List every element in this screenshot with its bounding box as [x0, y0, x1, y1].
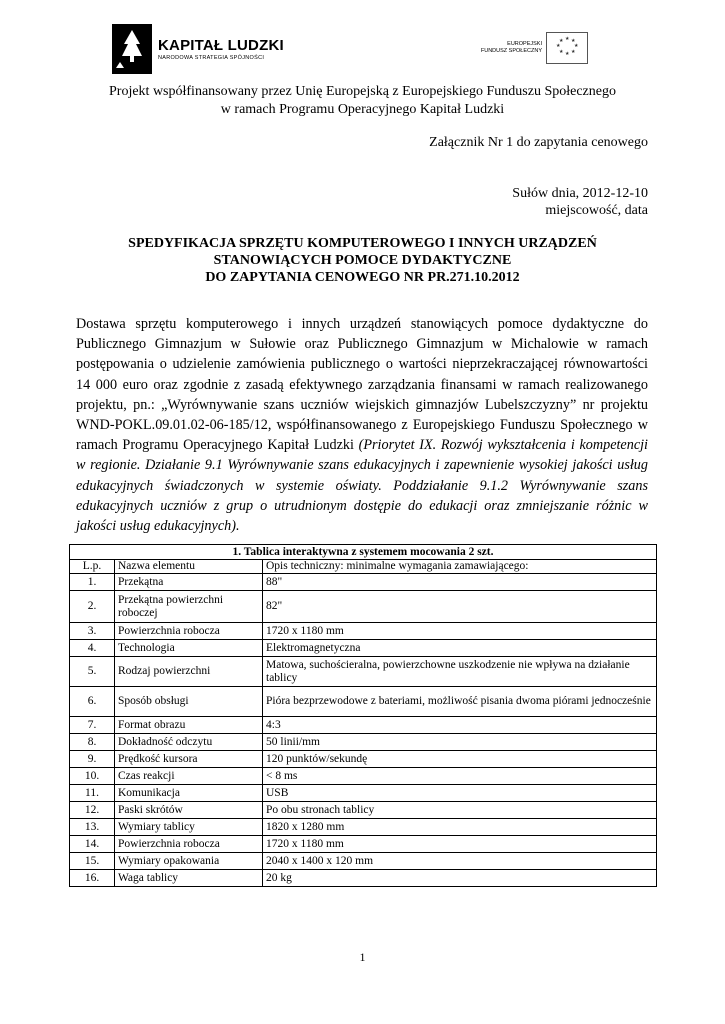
- table-caption: 1. Tablica interaktywna z systemem mocowania 2 szt.: [70, 545, 657, 560]
- svg-text:★: ★: [571, 38, 576, 44]
- body-paragraph: [76, 314, 648, 536]
- svg-text:★: ★: [571, 49, 576, 55]
- document-title-line-3: DO ZAPYTANIA CENOWEGO NR PR.271.10.2012: [205, 270, 520, 285]
- row-desc: 82": [263, 591, 657, 623]
- svg-text:★: ★: [559, 38, 564, 44]
- table-row: [70, 870, 657, 887]
- body-text: Dostawa sprzętu komputerowego i innych urządzeń stanowiących pomoce dydaktyczne do Publicznego Gimnazjum w Sułowie oraz Publicznego Gimnazjum w Michalowie w ramach postępowania o udzielenie zamówienia publicznego o wartości nieprzekraczającej równowartości 14 000 euro oraz zgodnie z zasadą efektywnego zarządzania finansami w ramach realizowanego projektu, pn.: „Wyrównywanie szans uczniów wiejskich gimnazjów Lubelszczyzny” nr projektu WND-POKL.09.01.02-06-185/12, współfinansowanego z Europejskiego Funduszu Społecznego w ramach Programu Operacyjnego Kapitał Ludzki: [76, 316, 648, 454]
- row-desc: 2040 x 1400 x 120 mm: [263, 853, 657, 870]
- svg-text:★: ★: [559, 49, 564, 55]
- table-row: [70, 751, 657, 768]
- row-desc: USB: [263, 785, 657, 802]
- row-desc: 4:3: [263, 717, 657, 734]
- table-row: [70, 640, 657, 657]
- intro-line-1: Projekt współfinansowany przez Unię Europejską z Europejskiego Funduszu Społecznego: [109, 84, 616, 99]
- row-desc: 88": [263, 574, 657, 591]
- row-lp: 2.: [70, 591, 115, 623]
- svg-text:★: ★: [574, 43, 579, 49]
- row-lp: 3.: [70, 623, 115, 640]
- row-desc: Elektromagnetyczna: [263, 640, 657, 657]
- table-row: [70, 687, 657, 717]
- row-name: Format obrazu: [115, 717, 263, 734]
- table-row: [70, 574, 657, 591]
- table-row: [70, 717, 657, 734]
- row-desc: 1820 x 1280 mm: [263, 819, 657, 836]
- row-lp: 12.: [70, 802, 115, 819]
- row-name: Wymiary opakowania: [115, 853, 263, 870]
- row-desc: 50 linii/mm: [263, 734, 657, 751]
- row-lp: 6.: [70, 687, 115, 717]
- logo-right-text-2: FUNDUSZ SPOŁECZNY: [480, 48, 542, 54]
- row-lp: 10.: [70, 768, 115, 785]
- table-row: [70, 623, 657, 640]
- annex-label: Załącznik Nr 1 do zapytania cenowego: [429, 135, 648, 150]
- table-row: [70, 785, 657, 802]
- page-number: 1: [359, 950, 366, 964]
- row-name: Prędkość kursora: [115, 751, 263, 768]
- row-desc: 120 punktów/sekundę: [263, 751, 657, 768]
- column-header-desc: Opis techniczny: minimalne wymagania zamawiającego:: [263, 560, 657, 574]
- document-title-line-2: STANOWIĄCYCH POMOCE DYDAKTYCZNE: [213, 253, 512, 268]
- kapital-ludzki-logo: [112, 22, 292, 76]
- kapital-ludzki-emblem-icon: [112, 24, 152, 74]
- row-lp: 7.: [70, 717, 115, 734]
- intro-line-2: w ramach Programu Operacyjnego Kapitał Ludzki: [220, 102, 505, 117]
- body-italic-text: (Priorytet IX. Rozwój wykształcenia i kompetencji w regionie. Działanie 9.1 Wyrównywanie szans edukacyjnych i zapewnienie wysokiej jakości usług edukacyjnych świadczonych w systemie oświaty. Poddziałanie 9.1.2 Wyrównywanie szans edukacyjnych uczniów z grup o utrudnionym dostępie do edukacji oraz zmniejszanie różnic w jakości usług edukacyjnych).: [76, 437, 649, 535]
- row-name: Przekątna: [115, 574, 263, 591]
- svg-text:★: ★: [565, 36, 570, 42]
- place-date: Sułów dnia, 2012-12-10: [512, 186, 648, 201]
- row-lp: 15.: [70, 853, 115, 870]
- row-desc: 1720 x 1180 mm: [263, 623, 657, 640]
- row-name: Powierzchnia robocza: [115, 623, 263, 640]
- row-desc: Matowa, suchościeralna, powierzchowne uszkodzenie nie wpływa na działanie tablicy: [263, 657, 657, 687]
- row-lp: 9.: [70, 751, 115, 768]
- table-row: [70, 802, 657, 819]
- row-name: Waga tablicy: [115, 870, 263, 887]
- row-lp: 5.: [70, 657, 115, 687]
- logo-left-subtitle: NARODOWA STRATEGIA SPÓJNOŚCI: [158, 55, 265, 61]
- row-lp: 13.: [70, 819, 115, 836]
- table-row: [70, 591, 657, 623]
- row-name: Dokładność odczytu: [115, 734, 263, 751]
- row-name: Wymiary tablicy: [115, 819, 263, 836]
- row-name: Sposób obsługi: [115, 687, 263, 717]
- row-desc: < 8 ms: [263, 768, 657, 785]
- spec-table-body: [70, 574, 657, 887]
- row-lp: 16.: [70, 870, 115, 887]
- table-row: [70, 768, 657, 785]
- logo-right-text-1: EUROPEJSKI: [507, 41, 542, 47]
- eu-flag-icon: [546, 32, 588, 64]
- row-lp: 4.: [70, 640, 115, 657]
- svg-text:★: ★: [556, 43, 561, 49]
- table-row: [70, 657, 657, 687]
- svg-text:★: ★: [565, 51, 570, 57]
- row-desc: 1720 x 1180 mm: [263, 836, 657, 853]
- efs-logo: [470, 30, 594, 66]
- column-header-name: Nazwa elementu: [115, 560, 263, 574]
- document-title-line-1: SPEDYFIKACJA SPRZĘTU KOMPUTEROWEGO I INNYCH URZĄDZEŃ: [128, 236, 597, 251]
- row-name: Czas reakcji: [115, 768, 263, 785]
- table-row: [70, 853, 657, 870]
- row-lp: 1.: [70, 574, 115, 591]
- row-lp: 8.: [70, 734, 115, 751]
- row-desc: Po obu stronach tablicy: [263, 802, 657, 819]
- column-header-lp: L.p.: [70, 560, 115, 574]
- row-name: Rodzaj powierzchni: [115, 657, 263, 687]
- row-lp: 14.: [70, 836, 115, 853]
- row-name: Powierzchnia robocza: [115, 836, 263, 853]
- row-name: Komunikacja: [115, 785, 263, 802]
- spec-table: [69, 544, 657, 887]
- row-name: Technologia: [115, 640, 263, 657]
- row-name: Paski skrótów: [115, 802, 263, 819]
- table-row: [70, 819, 657, 836]
- row-name: Przekątna powierzchni roboczej: [115, 591, 263, 623]
- table-row: [70, 836, 657, 853]
- row-lp: 11.: [70, 785, 115, 802]
- row-desc: 20 kg: [263, 870, 657, 887]
- place-date-label: miejscowość, data: [545, 203, 648, 218]
- row-desc: Pióra bezprzewodowe z bateriami, możliwość pisania dwoma piórami jednocześnie: [263, 687, 657, 717]
- logo-left-title: KAPITAŁ LUDZKI: [158, 37, 284, 54]
- table-row: [70, 734, 657, 751]
